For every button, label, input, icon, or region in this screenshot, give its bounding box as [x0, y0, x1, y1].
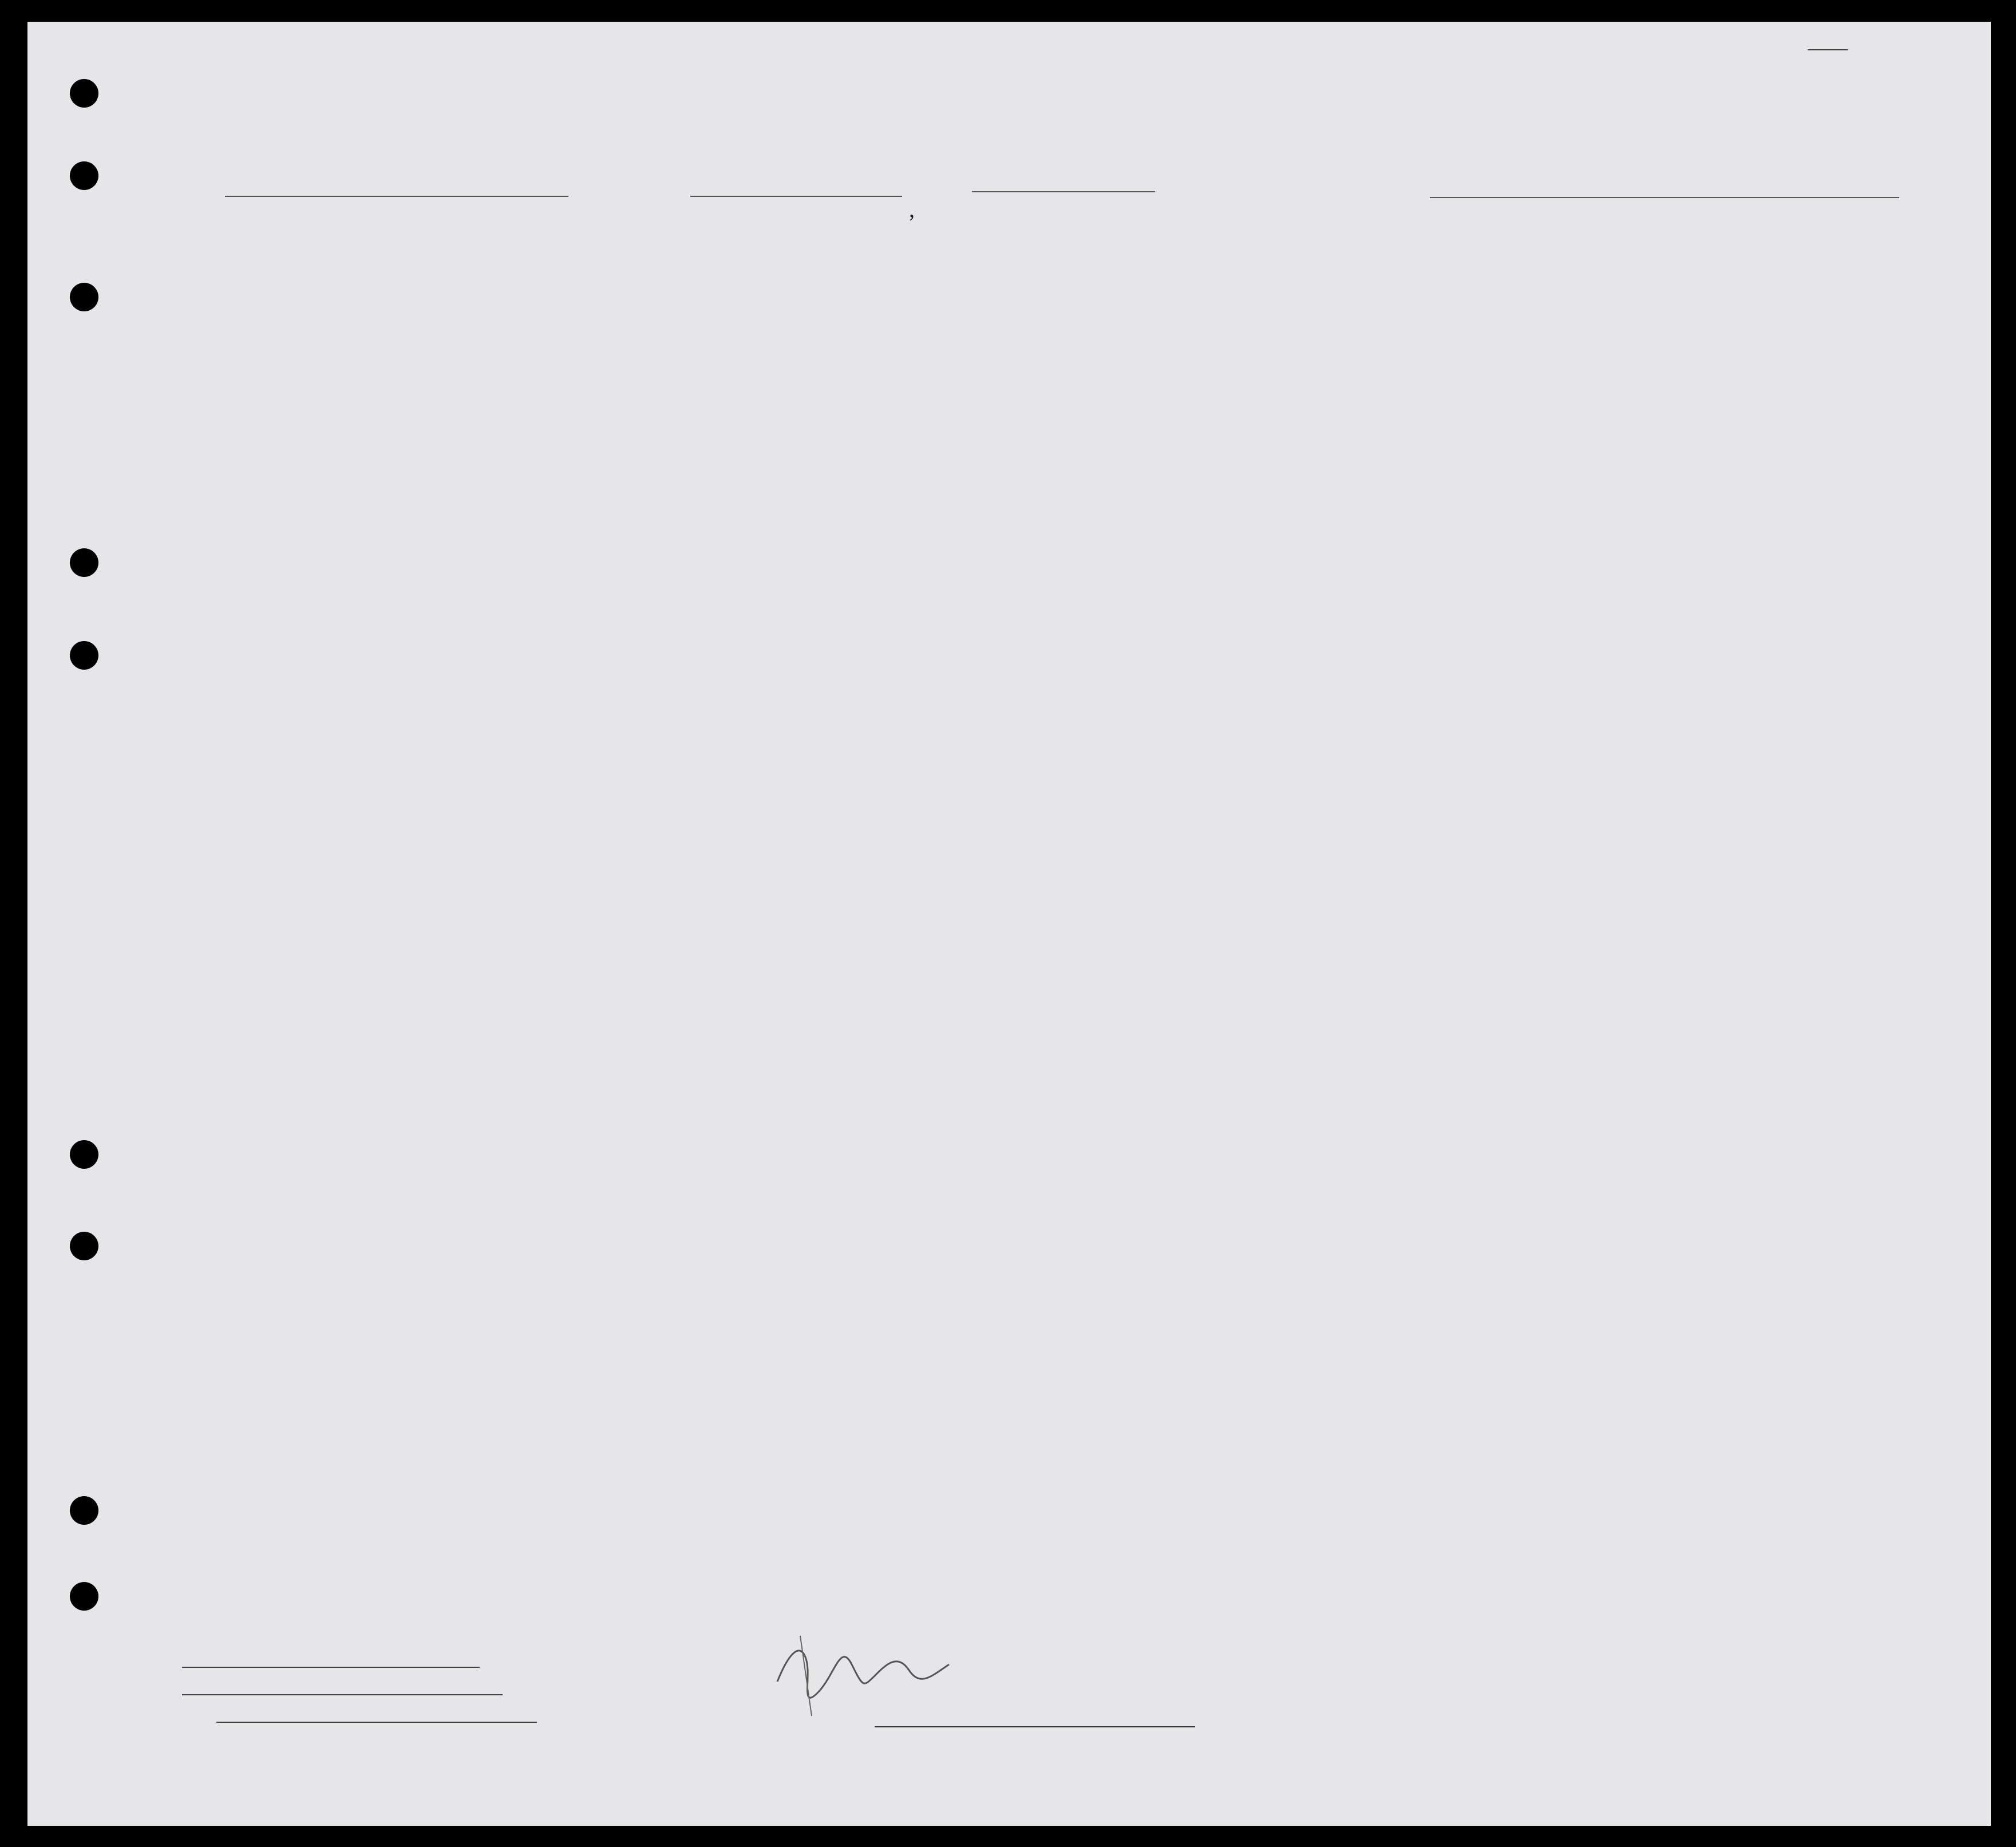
binder-hole — [70, 283, 98, 311]
line-value — [182, 1667, 480, 1668]
from-port — [1430, 197, 1899, 198]
vessel-name — [225, 196, 568, 197]
manifest-sheet: , — [27, 22, 1991, 1826]
sheet-number — [1808, 49, 1848, 50]
binder-hole — [70, 1232, 98, 1260]
arriving-port — [690, 196, 902, 197]
binder-hole — [70, 548, 98, 577]
inspector-signature — [766, 1619, 955, 1722]
inspector-label — [875, 1726, 1195, 1727]
binder-hole — [70, 161, 98, 190]
binder-hole — [70, 1140, 98, 1169]
owners-value — [182, 1694, 503, 1695]
binder-hole — [70, 641, 98, 670]
table-grid — [27, 22, 1991, 1826]
agents-value — [216, 1722, 537, 1723]
binder-hole — [70, 1582, 98, 1611]
binder-hole — [70, 1496, 98, 1525]
binder-hole — [70, 79, 98, 108]
date-stamp — [972, 191, 1155, 192]
